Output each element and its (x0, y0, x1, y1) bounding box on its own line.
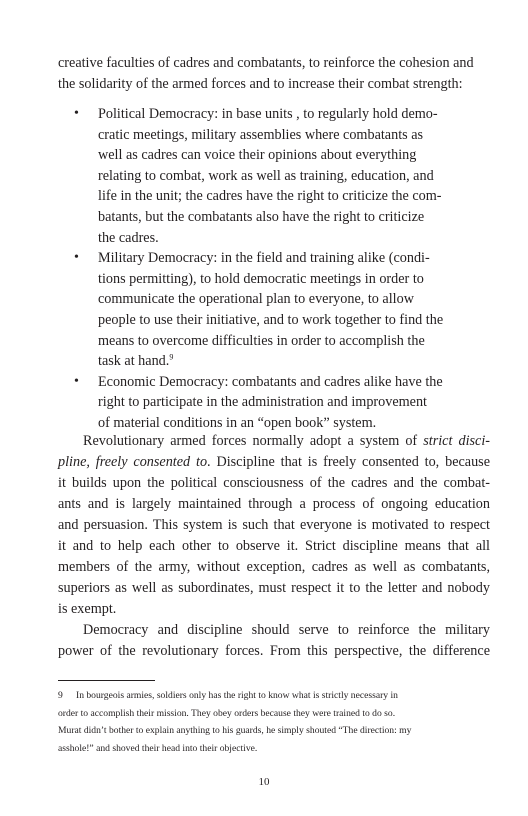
text-line: power of the revolutionary forces. From this perspective, the difference (58, 643, 490, 659)
bullet-icon: • (74, 106, 79, 121)
text-line: members of the army, without exception, cadres as well as combatants, (58, 559, 490, 575)
footnote-divider (58, 680, 155, 681)
text-line: people to use their initiative, and to work together to find the (98, 311, 444, 328)
footnote-number: 9 (58, 690, 63, 701)
text-line: well as cadres can voice their opinions about everything (98, 147, 417, 164)
page-number: 10 (258, 776, 270, 788)
bullet-icon: • (74, 373, 79, 389)
text-line: it builds upon the political consciousness of the cadres and the combat- (58, 475, 490, 491)
text-line: Military Democracy: in the field and training alike (condi- (98, 250, 430, 267)
text-line: cratic meetings, military assemblies where combatants as (98, 126, 424, 143)
discipline-section (58, 431, 490, 662)
list-item-economic-democracy (74, 372, 478, 434)
text-line: superiors as well as subordinates, must respect it to the letter and nobody (58, 580, 490, 596)
text-line: and persuasion. This system is such that everyone is motivated to respect (58, 517, 490, 533)
text-run: In bourgeois armies, soldiers only has the right to know what is strictly necessary in (76, 690, 398, 701)
text-line: of material conditions in an “open book” system. (98, 414, 377, 431)
text-line: the solidarity of the armed forces and to increase their combat strength: (58, 76, 463, 92)
text-run: Revolutionary armed forces normally adopt a system of (83, 433, 424, 449)
text-line: tions permitting), to hold democratic meetings in order to (98, 270, 424, 287)
footnote-9 (58, 687, 490, 757)
text-line: it and to help each other to observe it. Strict discipline means that all (58, 538, 490, 554)
emphasis-text: strict disci- (423, 433, 491, 449)
list-item-military-democracy (74, 248, 478, 372)
footnote-reference[interactable]: 9 (169, 352, 174, 362)
text-line: creative faculties of cadres and combatants, to reinforce the cohesion and (58, 55, 474, 71)
democracy-list (74, 104, 478, 434)
text-line: communicate the operational plan to everyone, to allow (98, 291, 414, 308)
text-line (98, 351, 478, 372)
text-line: life in the unit; the cadres have the right to criticize the com- (98, 188, 442, 205)
text-line: Economic Democracy: combatants and cadres alike have the (98, 373, 443, 390)
text-line-content: task at hand. (98, 353, 170, 370)
text-line: asshole!” and shoved their head into their objective. (58, 742, 258, 754)
text-line: ants and is largely maintained through a process of ongoing education (58, 496, 490, 512)
emphasis-text: pline, freely consented to (58, 454, 208, 470)
list-item-political-democracy (74, 104, 478, 248)
text-line: batants, but the combatants also have the right to criticize (98, 208, 425, 225)
text-line: Political Democracy: in base units , to regularly hold demo- (98, 106, 438, 122)
text-line: Murat didn’t bother to explain anything to his guards, he simply shouted “The direction: my (58, 725, 412, 737)
text-run: . Discipline that is freely consented to, because (207, 454, 490, 470)
bullet-icon: • (74, 250, 79, 266)
text-line: is exempt. (58, 601, 117, 617)
text-line (58, 452, 490, 473)
text-line (58, 431, 490, 452)
text-line: relating to combat, work as well as training, education, and (98, 167, 434, 184)
text-line (58, 687, 490, 705)
intro-paragraph (58, 53, 490, 95)
text-line: the cadres. (98, 229, 159, 246)
text-line: right to participate in the administration and improvement (98, 394, 427, 411)
text-line: Democracy and discipline should serve to reinforce the military (83, 622, 490, 638)
text-line: order to accomplish their mission. They obey orders because they were trained to do so. (58, 707, 396, 719)
text-line: means to overcome difficulties in order to accomplish the (98, 332, 425, 349)
